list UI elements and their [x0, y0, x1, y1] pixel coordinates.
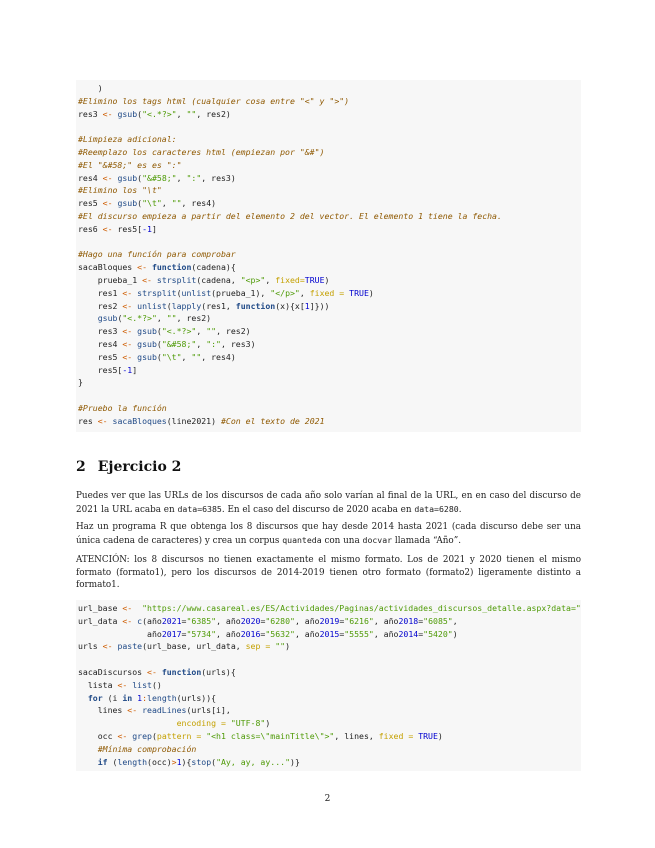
code-token: "5555": [344, 628, 374, 639]
code-token: function: [161, 666, 202, 677]
code-token: stop: [191, 756, 212, 767]
code-token: <-: [142, 274, 152, 285]
code-token: res3: [78, 108, 103, 119]
code-line: [78, 249, 236, 259]
code-token: [78, 693, 88, 703]
code-token: ]: [151, 223, 157, 234]
code-token: #Con el texto de 2021: [220, 415, 325, 426]
code-token: "6280": [265, 615, 295, 626]
code-token: (: [151, 730, 157, 741]
code-token: ":": [206, 338, 221, 349]
code-line: [78, 731, 443, 741]
code-token: , res4): [181, 198, 217, 209]
code-token: gsub: [117, 108, 138, 119]
code-token: url_base: [78, 603, 123, 613]
code-token: <-: [117, 730, 128, 741]
code-token: , año: [294, 615, 320, 626]
code-token: ): [368, 287, 374, 298]
code-token: "5632": [265, 628, 295, 639]
code-token: length: [147, 692, 177, 703]
code-token: gsub: [137, 338, 157, 349]
code-token: res4: [78, 172, 103, 183]
code-token: length: [117, 756, 148, 767]
code-token: res: [78, 415, 98, 426]
code-line: [78, 262, 236, 272]
code-token: lines: [78, 705, 128, 716]
code-token: (line2021): [166, 415, 221, 426]
code-line: [78, 693, 216, 703]
code-token: ,: [161, 198, 172, 209]
code-token: fixed =: [378, 730, 414, 741]
code-token: , res4): [201, 351, 236, 362]
code-token: #Limpieza adicional:: [78, 134, 177, 145]
code-line: [78, 365, 137, 375]
code-token: ,: [299, 287, 310, 298]
inline-code: data=6280: [414, 503, 459, 514]
code-token: #Pruebo la función: [78, 402, 167, 413]
code-token: "6216": [344, 615, 374, 626]
paragraph-warning: [76, 554, 581, 592]
code-token: <-: [122, 287, 133, 298]
code-token: prueba_1: [78, 274, 143, 285]
code-token: <-: [102, 198, 113, 209]
code-token: "</p>": [270, 287, 300, 298]
code-token: "6385": [186, 615, 217, 626]
code-token: res3: [78, 326, 123, 337]
code-token: #El "&#58;" es es ":": [78, 159, 182, 170]
code-token: (): [151, 679, 162, 690]
code-token: fixed=: [275, 274, 305, 285]
code-token: sacaBloques: [112, 415, 167, 426]
code-token: [78, 313, 98, 323]
code-token: "\t": [161, 351, 182, 362]
code-token: "": [206, 326, 217, 337]
inline-code: data=6385: [177, 503, 222, 514]
code-token: (: [166, 300, 172, 311]
code-token: (: [156, 338, 162, 349]
code-token: #Elimino los tags html (cualquier cosa entre "<" y ">"): [78, 95, 350, 106]
code-line: [78, 224, 157, 234]
code-listing: [76, 600, 581, 768]
code-token: strsplit: [156, 274, 197, 285]
code-line: [78, 173, 236, 183]
code-token: #Mínima comprobación: [97, 743, 197, 754]
code-token: <-: [122, 615, 133, 626]
code-token: (occ): [147, 756, 172, 767]
code-token: 2020: [240, 615, 261, 626]
inline-code: quanteda: [282, 534, 322, 545]
code-line: [78, 211, 502, 221]
code-token: "": [191, 351, 202, 362]
code-token: unlist: [137, 300, 167, 311]
code-line: [78, 96, 349, 106]
code-line: [78, 705, 231, 715]
code-token: , año: [216, 615, 241, 626]
code-line: [78, 160, 182, 170]
code-line: [78, 288, 374, 298]
code-token: 1: [137, 692, 143, 703]
code-token: (url_base, url_data,: [142, 641, 246, 652]
code-token: (urls){: [201, 666, 236, 677]
code-token: <-: [102, 641, 113, 652]
code-token: readLines: [142, 705, 187, 716]
code-token: "5734": [186, 628, 217, 639]
code-token: , año: [216, 628, 241, 639]
code-token: <-: [102, 172, 113, 183]
paragraph-text: con una: [321, 535, 363, 546]
code-token: "5420": [423, 628, 453, 639]
code-token: <-: [122, 338, 133, 349]
code-block-1: [76, 80, 581, 432]
code-token: 2021: [161, 615, 182, 626]
code-token: in: [122, 692, 133, 703]
code-token: 2018: [398, 615, 419, 626]
paragraph-text: .: [458, 504, 462, 515]
code-line: [78, 377, 83, 387]
code-token: res5[: [78, 364, 123, 375]
code-token: , res2): [216, 326, 251, 337]
code-token: (prueba_1),: [211, 287, 271, 298]
code-token: encoding =: [176, 718, 226, 729]
code-token: paste: [117, 641, 143, 652]
code-token: <-: [122, 300, 133, 311]
code-token: =: [260, 615, 266, 626]
code-token: -1: [122, 364, 133, 375]
code-token: (: [137, 108, 143, 119]
code-token: ,: [452, 615, 458, 626]
code-token: res5: [78, 198, 103, 209]
code-token: ,: [196, 326, 207, 337]
code-token: function: [235, 300, 276, 311]
code-token: , res2): [176, 313, 212, 324]
code-token: (: [211, 756, 217, 767]
code-token: <-: [122, 351, 133, 362]
code-token: ":": [186, 172, 202, 183]
code-token: año: [78, 628, 162, 639]
code-token: unlist: [181, 287, 212, 298]
code-line: [78, 718, 270, 728]
code-line: [78, 339, 256, 349]
code-token: if: [97, 756, 108, 767]
code-line: [78, 326, 251, 336]
code-token: -1: [142, 223, 152, 234]
code-token: #El discurso empieza a partir del elemento 2 del vector. El elemento 1 tiene la fecha.: [78, 210, 502, 221]
code-token: ){: [181, 756, 192, 767]
paragraph-text: . En el caso del discurso de 2020 acaba en: [221, 504, 415, 515]
code-token: res2: [78, 300, 123, 311]
code-token: (: [107, 756, 118, 767]
code-token: lista: [78, 679, 118, 690]
code-token: 1: [304, 300, 310, 311]
code-token: gsub: [117, 172, 138, 183]
code-token: 1: [176, 756, 182, 767]
code-token: lapply: [171, 300, 202, 311]
code-token: , res3): [201, 172, 236, 183]
code-line: [78, 603, 581, 613]
code-token: <-: [102, 223, 113, 234]
code-line: [78, 275, 329, 285]
code-block-2: [76, 600, 581, 771]
section-number: 2: [76, 459, 86, 475]
code-token: (: [137, 172, 143, 183]
code-line: [78, 403, 167, 413]
code-token: (: [137, 198, 143, 209]
code-token: res4: [78, 338, 123, 349]
code-token: =: [260, 628, 266, 639]
code-token: sep =: [245, 641, 271, 652]
code-token: "": [275, 641, 286, 652]
code-token: ): [437, 730, 443, 741]
code-line: [78, 147, 324, 157]
code-token: pattern =: [156, 730, 202, 741]
code-token: gsub: [137, 326, 157, 337]
code-token: <-: [122, 326, 133, 337]
code-token: "<.*?>": [142, 108, 177, 119]
code-token: strsplit: [137, 287, 177, 298]
code-token: :: [142, 692, 148, 703]
code-token: 2016: [240, 628, 261, 639]
code-token: ,: [176, 108, 187, 119]
inline-code: docvar: [362, 534, 393, 545]
code-token: , año: [373, 615, 399, 626]
code-line: [78, 744, 196, 754]
section-title: Ejercicio 2: [97, 459, 182, 475]
code-token: "<h1 class=\"mainTitle\">": [206, 730, 335, 741]
code-token: res1: [78, 287, 123, 298]
code-token: ): [285, 641, 291, 652]
code-token: "<.*?>": [122, 313, 157, 324]
code-token: , año: [373, 628, 399, 639]
code-token: sacaDiscursos: [78, 666, 148, 677]
code-token: (res1,: [201, 300, 236, 311]
code-token: 2017: [161, 628, 182, 639]
code-token: <-: [97, 415, 108, 426]
code-token: ,: [156, 313, 167, 324]
code-token: ): [452, 628, 458, 639]
code-token: =: [181, 628, 187, 639]
code-token: (: [176, 287, 182, 298]
code-token: (urls[i],: [186, 705, 231, 716]
code-token: fixed =: [309, 287, 345, 298]
code-token: }: [78, 377, 83, 388]
code-token: (cadena){: [191, 262, 236, 273]
paragraph-text: Puedes ver que las URLs de los discursos de cada año solo varían al final de la URL, en en caso del discurso de 2021 la URL acaba en: [76, 491, 581, 515]
code-token: (x){x[: [275, 300, 305, 311]
code-token: =: [418, 628, 424, 639]
code-token: =: [339, 628, 345, 639]
code-token: <-: [122, 603, 133, 613]
code-line: [78, 680, 162, 690]
code-token: occ: [78, 730, 118, 741]
code-token: <-: [127, 705, 138, 716]
code-token: grep: [132, 730, 152, 741]
code-token: (: [117, 313, 123, 324]
code-token: 2019: [319, 615, 340, 626]
code-token: ): [78, 83, 103, 93]
code-token: "<p>": [240, 274, 266, 285]
code-token: gsub: [137, 351, 157, 362]
code-token: "Ay, ay, ay...": [216, 756, 291, 767]
code-token: function: [151, 262, 192, 273]
code-token: =: [339, 615, 345, 626]
code-token: res6: [78, 223, 103, 234]
code-token: "6085": [423, 615, 453, 626]
paragraph-text: llamada “Año”.: [392, 535, 461, 546]
code-listing: [76, 80, 581, 428]
code-token: , res3): [221, 338, 256, 349]
code-token: <-: [102, 108, 113, 119]
code-line: [78, 83, 103, 93]
code-line: [78, 757, 300, 767]
code-token: url_data: [78, 615, 123, 626]
code-token: ,: [181, 351, 192, 362]
code-token: 2014: [398, 628, 419, 639]
code-token: gsub: [97, 313, 118, 324]
code-token: list: [132, 679, 152, 690]
paragraph-text: ATENCIÓN: los 8 discursos no tienen exactamente el mismo formato. Los de 2021 y 2020 tienen el mismo formato (formato1), pero los discursos de 2014-2019 tienen otro formato (formato2) ligeramente distinto a formato1.: [76, 555, 581, 591]
code-line: [78, 641, 290, 651]
code-token: =: [418, 615, 424, 626]
code-token: ,: [196, 338, 207, 349]
code-token: res5: [78, 351, 123, 362]
code-line: [78, 198, 216, 208]
code-token: ]})): [309, 300, 330, 311]
code-token: "\t": [142, 198, 162, 209]
code-token: <-: [147, 666, 157, 677]
code-token: ): [265, 718, 271, 729]
code-token: TRUE: [304, 274, 325, 285]
code-token: (: [156, 326, 162, 337]
code-token: #Reemplazo los caracteres html (empiezan por "&#"): [78, 146, 325, 157]
code-line: [78, 667, 236, 677]
code-token: for: [87, 692, 103, 703]
code-token: res5[: [112, 223, 143, 234]
code-token: "&#58;": [161, 338, 197, 349]
code-token: "": [186, 108, 197, 119]
code-token: <-: [137, 262, 148, 273]
code-token: "": [166, 313, 177, 324]
paragraph-text: Haz un programa R que obtenga los 8 discursos que hay desde 2014 hasta 2021 (cada discurso debe ser una única cadena de caracteres) y crea un corpus: [76, 522, 581, 546]
code-token: [132, 603, 142, 613]
code-token: TRUE: [349, 287, 369, 298]
code-token: =: [181, 615, 187, 626]
code-token: #Elimino los "\t": [78, 185, 162, 196]
code-token: (año: [142, 615, 162, 626]
code-token: ]: [132, 364, 138, 375]
code-token: , año: [294, 628, 320, 639]
code-token: sacaBloques: [78, 262, 138, 273]
code-token: (cadena,: [196, 274, 241, 285]
code-line: [78, 616, 458, 626]
code-token: "https://www.casareal.es/ES/Actividades/Paginas/actividades_discursos_detalle.aspx?data=": [142, 603, 581, 613]
code-token: "&#58;": [142, 172, 177, 183]
code-token: ,: [176, 172, 187, 183]
code-line: [78, 134, 177, 144]
code-token: )}: [290, 756, 300, 767]
code-token: >: [171, 756, 177, 767]
code-line: [78, 416, 325, 426]
code-token: (: [156, 351, 162, 362]
code-token: gsub: [117, 198, 138, 209]
code-token: (i: [102, 692, 123, 703]
code-token: c: [137, 615, 143, 626]
code-token: TRUE: [418, 730, 438, 741]
code-token: ,: [265, 274, 276, 285]
code-token: #Hago una función para comprobar: [78, 249, 236, 260]
code-token: <-: [117, 679, 128, 690]
code-token: (urls)){: [176, 692, 217, 703]
code-token: [78, 757, 98, 767]
code-line: [78, 352, 236, 362]
code-token: "UTF-8": [230, 718, 266, 729]
paragraph-task: [76, 521, 581, 547]
code-line: [78, 185, 162, 195]
code-token: "": [171, 198, 182, 209]
code-line: [78, 313, 211, 323]
code-token: , lines,: [334, 730, 379, 741]
code-token: "<.*?>": [161, 326, 197, 337]
code-token: 2015: [319, 628, 340, 639]
code-token: , res2): [196, 108, 231, 119]
code-token: [78, 744, 98, 754]
code-line: [78, 629, 458, 639]
code-line: [78, 301, 329, 311]
paragraph-urls: [76, 490, 581, 516]
code-token: ): [324, 274, 330, 285]
code-token: [78, 718, 177, 728]
code-line: [78, 109, 231, 119]
code-token: urls: [78, 641, 103, 652]
section-heading: [76, 459, 181, 475]
page-number: 2: [324, 794, 331, 804]
